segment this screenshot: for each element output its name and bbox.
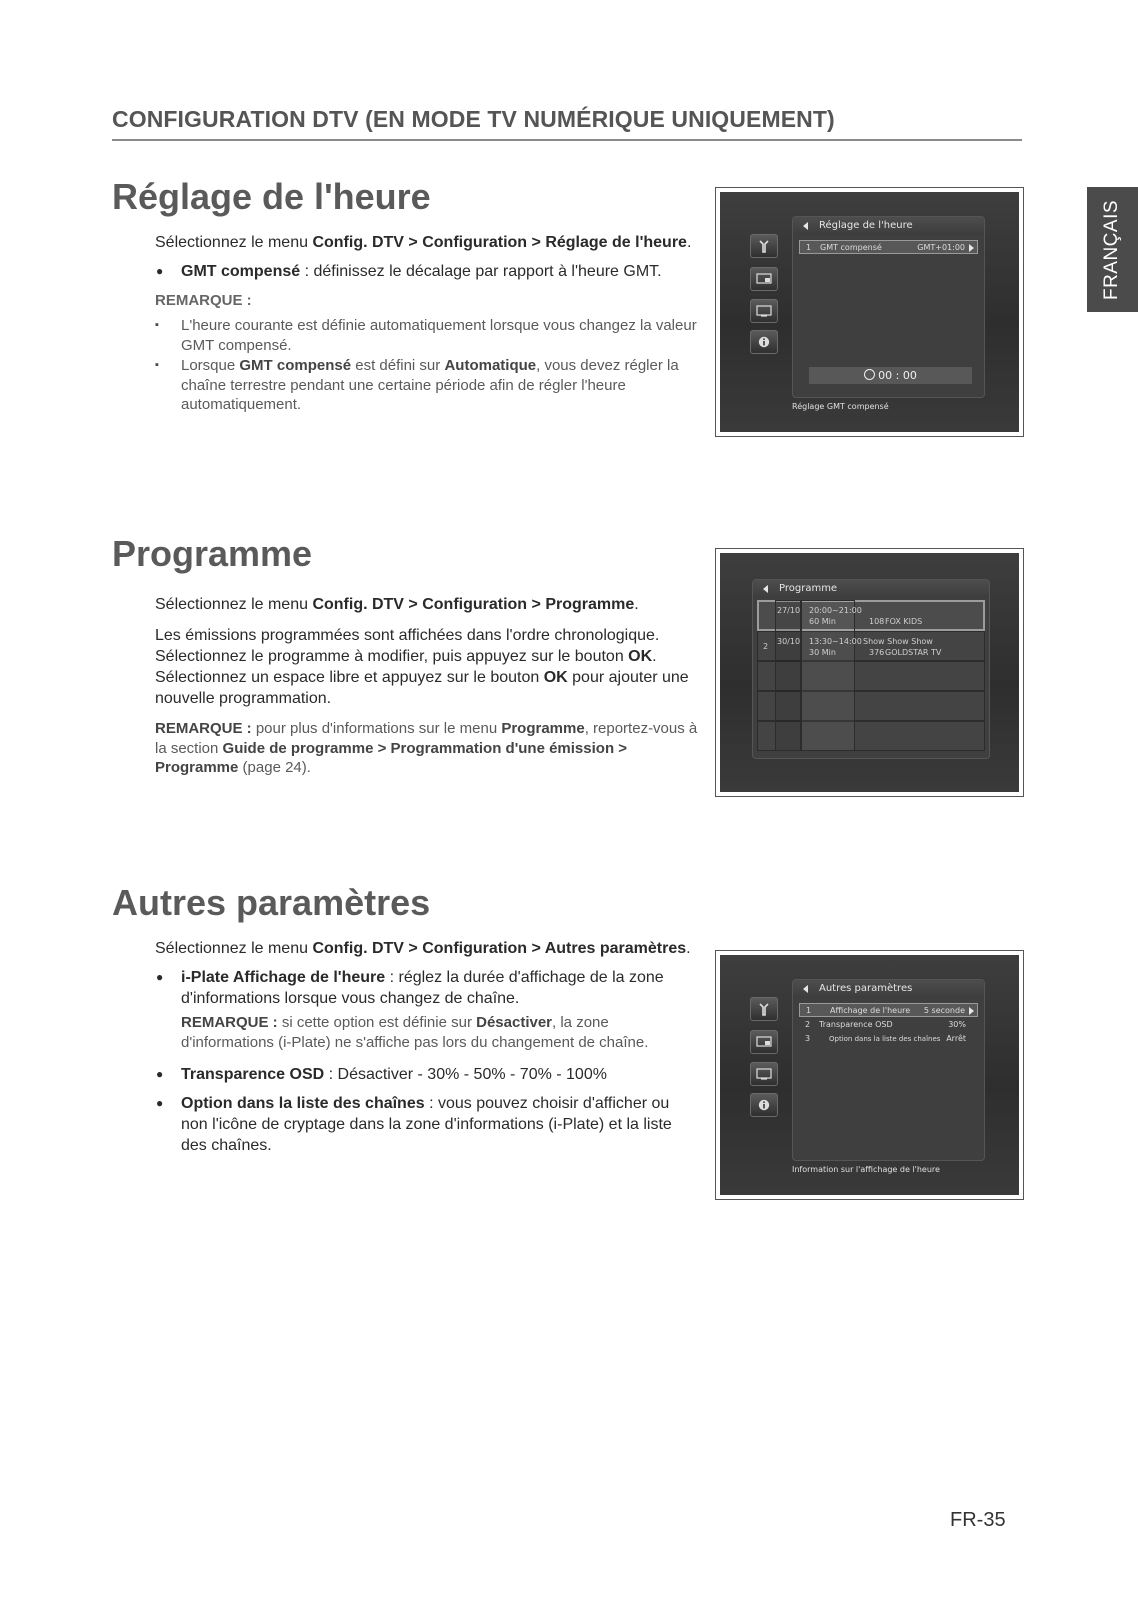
section-content-heure (155, 232, 700, 416)
row-label: GMT compensé (820, 243, 882, 252)
bullet-gmt (155, 261, 700, 282)
note-bold: Guide de programme > Programmation d'une émission > Programme (155, 739, 628, 776)
bullet-text: : vous pouvez choisir d'afficher ou non l'icône de cryptage dans la zone d'informations (i-Plate) et la liste des chaînes. (181, 1095, 672, 1154)
programme-show-name: Show Show Show (863, 637, 933, 646)
ok-label: OK (543, 669, 568, 686)
language-tab (1087, 187, 1138, 312)
row-label: Transparence OSD (819, 1020, 893, 1029)
menu-row-option-liste[interactable] (799, 1032, 978, 1046)
programme-number: 2 (763, 642, 769, 651)
bullet-bold: GMT compensé (181, 263, 301, 280)
channel-list-icon (750, 1030, 778, 1054)
note-label: REMARQUE : (155, 720, 252, 737)
menu-row-gmt[interactable] (799, 240, 978, 254)
menu-end: . (634, 596, 639, 613)
programme-channel-name: GOLDSTAR TV (885, 648, 942, 657)
date-column (775, 600, 801, 751)
note-label: REMARQUE : (181, 1014, 278, 1031)
info-icon (750, 330, 778, 354)
back-arrow-icon[interactable] (763, 585, 768, 593)
section-content-autres (155, 938, 700, 1164)
clock-display (809, 367, 972, 384)
back-arrow-icon[interactable] (803, 222, 808, 230)
ok-label: OK (628, 648, 653, 665)
tv-screen-icon (750, 1062, 778, 1086)
back-arrow-icon[interactable] (803, 985, 808, 993)
screenshot-frame-programme (715, 548, 1024, 797)
row-label: Option dans la liste des chaînes (829, 1035, 941, 1043)
paragraph-text: pour ajouter une nouvelle programmation. (155, 669, 689, 707)
menu-intro: Sélectionnez le menu (155, 596, 313, 613)
bullet-text: : définissez le décalage par rapport à l'heure GMT. (300, 263, 662, 280)
note-bold: Désactiver (476, 1014, 553, 1031)
right-arrow-icon[interactable] (969, 244, 974, 252)
note-text: pour plus d'informations sur le menu (251, 720, 502, 737)
right-arrow-icon[interactable] (969, 1007, 974, 1015)
menu-row-affichage[interactable] (799, 1003, 978, 1017)
note-text: si cette option est définie sur (277, 1014, 477, 1031)
channel-list-icon (750, 267, 778, 291)
row-value: Arrêt (946, 1034, 966, 1043)
menu-intro: Sélectionnez le menu (155, 234, 313, 251)
paragraph-text: Les émissions programmées sont affichées dans l'ordre chronologique. Sélectionnez le programme à modifier, puis appuyez sur le bouton (155, 627, 660, 665)
note-text: est défini sur (351, 357, 445, 374)
note-text: , la zone d'informations (i-Plate) ne s'affiche pas lors du changement de chaîne. (181, 1014, 649, 1051)
note-bold: GMT compensé (239, 357, 352, 374)
info-icon (750, 1093, 778, 1117)
panel-title (793, 980, 984, 998)
panel-title (753, 580, 989, 598)
menu-panel (792, 216, 985, 398)
note-bold: Automatique (444, 357, 537, 374)
section-title-heure: Réglage de l'heure (112, 176, 431, 217)
menu-end: . (686, 234, 692, 251)
clock-icon (864, 369, 875, 380)
row-value: GMT+01:00 (917, 243, 965, 252)
bullet-bold: i-Plate Affichage de l'heure (181, 969, 386, 986)
menu-path: Config. DTV > Configuration > Programme (312, 596, 635, 613)
bullet-bold: Transparence OSD (181, 1066, 325, 1083)
menu-path-paragraph (155, 594, 700, 615)
iplate-note (155, 1013, 700, 1052)
bullet-bold: Option dans la liste des chaînes (181, 1095, 425, 1112)
menu-panel (792, 979, 985, 1161)
menu-row-transparence[interactable] (799, 1018, 978, 1032)
panel-title-label: Réglage de l'heure (819, 220, 913, 231)
programme-date: 27/10 (777, 606, 801, 615)
row-value: 30% (948, 1020, 966, 1029)
tv-menu-screen (720, 553, 1019, 792)
menu-path: Config. DTV > Configuration > Autres paramètres (312, 940, 687, 957)
menu-path-paragraph (155, 232, 700, 253)
row-number: 2 (805, 1020, 811, 1029)
clock-time: 00 : 00 (878, 369, 917, 382)
programme-time: 20:00~21:00 (809, 606, 862, 615)
menu-end: . (686, 940, 691, 957)
programme-grid (757, 600, 985, 755)
note-item-2 (155, 356, 700, 415)
note-text: (page 24). (238, 759, 311, 776)
note-text: , vous devez régler la chaîne terrestre pendant une certaine période afin de régler l'heure automatiquement. (181, 357, 679, 413)
programme-duration: 60 Min (809, 617, 836, 626)
settings-wrench-icon (750, 997, 778, 1021)
menu-path-paragraph (155, 938, 700, 959)
bullet-text: : Désactiver - 30% - 50% - 70% - 100% (324, 1066, 607, 1083)
programme-duration: 30 Min (809, 648, 836, 657)
page-header-title: CONFIGURATION DTV (EN MODE TV NUMÉRIQUE UNIQUEMENT) (112, 106, 1022, 141)
bullet-option-liste (155, 1093, 700, 1156)
programme-channel-name: FOX KIDS (885, 617, 923, 626)
page-number: FR-35 (950, 1509, 1006, 1531)
tv-screen-icon (750, 299, 778, 323)
programme-note (155, 719, 700, 778)
tv-menu-screen (720, 192, 1019, 432)
menu-intro: Sélectionnez le menu (155, 940, 313, 957)
programme-channel-number: 108 (869, 617, 885, 626)
note-text: , reportez-vous à la section (155, 720, 698, 757)
note-text: Lorsque (181, 357, 240, 374)
programme-description (155, 625, 700, 709)
section-content-programme (155, 594, 700, 778)
row-number: 1 (806, 1006, 812, 1015)
row-number: 3 (805, 1034, 811, 1043)
screenshot-frame-heure (715, 187, 1024, 437)
row-label: Affichage de l'heure (830, 1006, 911, 1015)
settings-wrench-icon (750, 234, 778, 258)
section-title-autres: Autres paramètres (112, 882, 431, 923)
panel-title (793, 217, 984, 235)
screen-footer-help: Réglage GMT compensé (792, 402, 889, 411)
panel-title-label: Programme (779, 583, 838, 594)
bullet-iplate (155, 967, 700, 1009)
language-tab-label: FRANÇAIS (1101, 199, 1123, 300)
programme-panel (752, 579, 990, 759)
note-bold: Programme (501, 720, 585, 737)
section-title-programme: Programme (112, 533, 313, 574)
paragraph-text: . Sélectionnez un espace libre et appuyez sur le bouton (155, 648, 657, 686)
bullet-transparence (155, 1064, 700, 1085)
programme-time: 13:30~14:00 (809, 637, 862, 646)
screenshot-frame-autres (715, 950, 1024, 1200)
row-number: 1 (806, 243, 812, 252)
tv-menu-screen (720, 955, 1019, 1195)
screen-footer-help: Information sur l'affichage de l'heure (792, 1165, 940, 1174)
note-item-1: ▪ L'heure courante est définie automatiquement lorsque vous changez la valeur GMT compensé. (155, 316, 700, 355)
menu-path: Config. DTV > Configuration > Réglage de l'heure (312, 234, 687, 251)
note-label: REMARQUE : (155, 292, 252, 309)
bullet-text: : réglez la durée d'affichage de la zone d'informations lorsque vous changez de chaîne. (181, 969, 664, 1007)
row-value: 5 seconde (923, 1006, 965, 1015)
programme-channel-number: 376 (869, 648, 885, 657)
programme-date: 30/10 (777, 637, 801, 646)
panel-title-label: Autres paramètres (819, 983, 913, 994)
